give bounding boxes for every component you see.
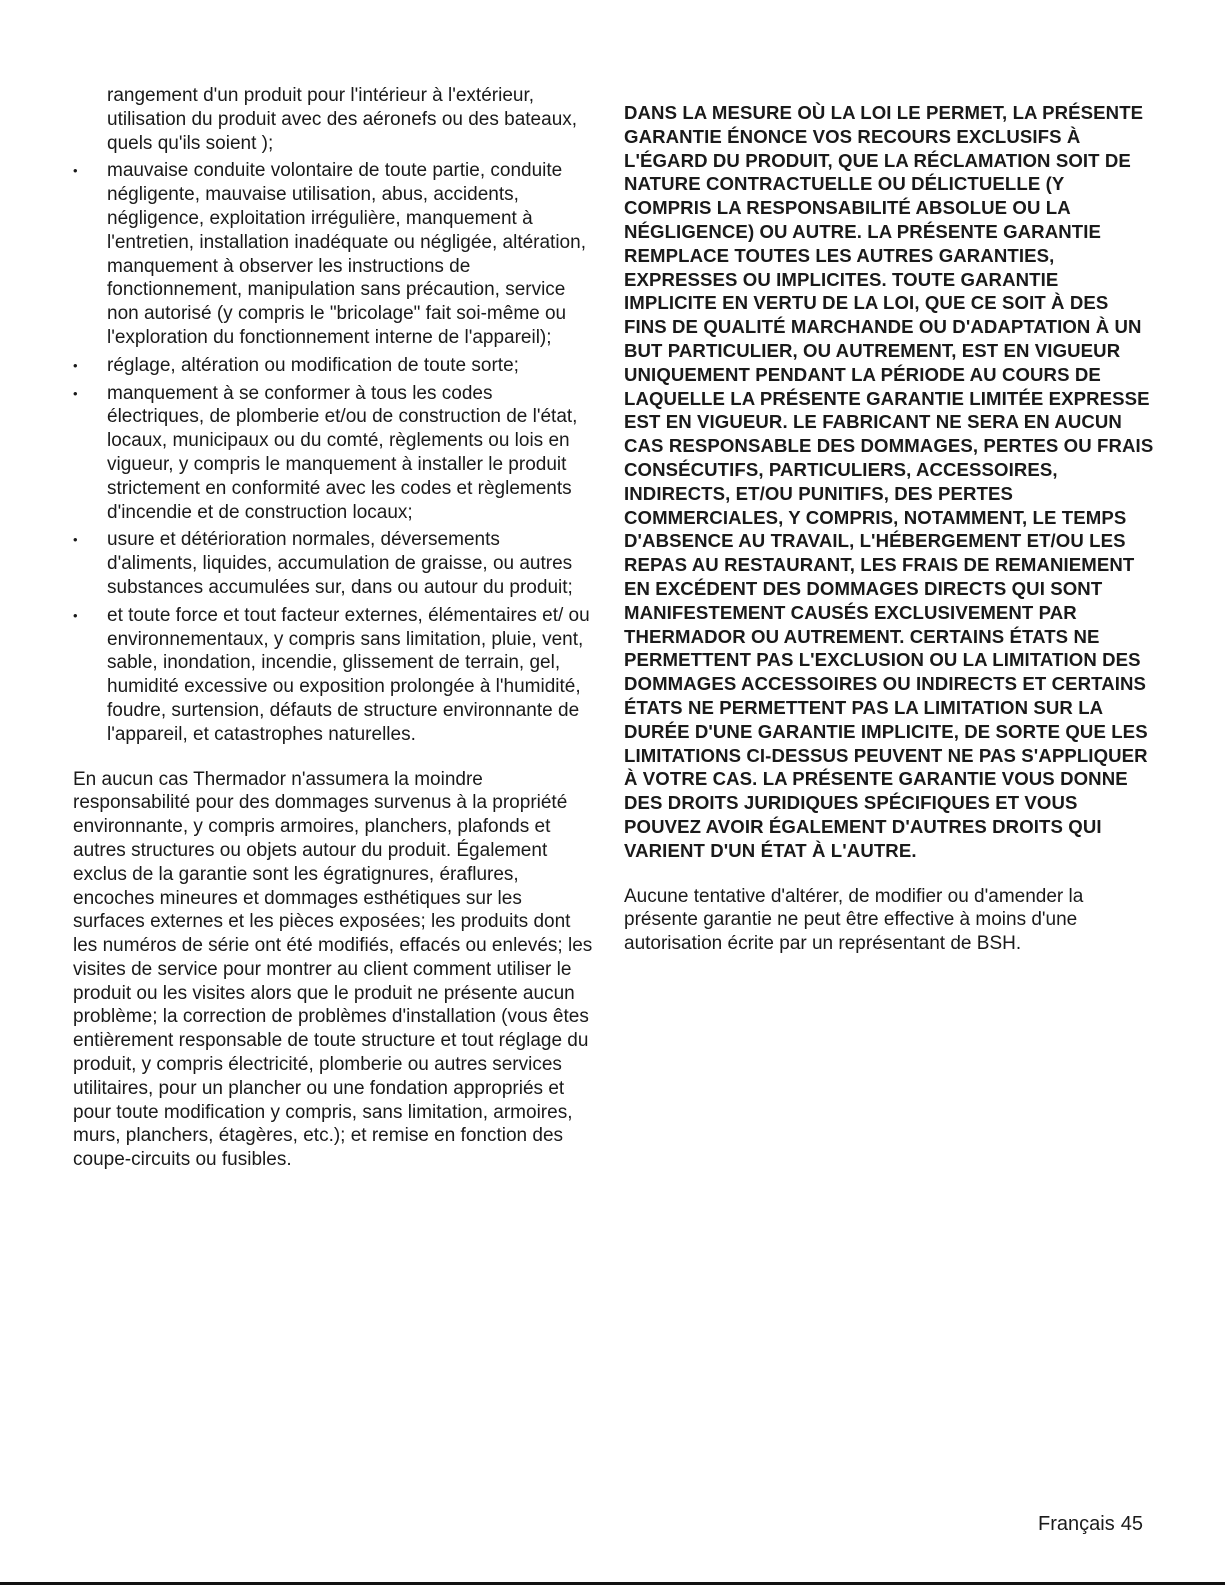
list-item-text: et toute force et tout facteur externes, élémentaires et/ ou environnementaux, y compris sans limitation, pluie, vent, sable, inondation, incendie, glissement de terrain, gel, humidité excessive ou exposition prolongée à l'humidité, foudre, surtension, défauts de structure environnante de l'appareil, et catastrophes naturelles. <box>107 604 590 745</box>
bullet-icon: • <box>73 357 78 373</box>
right-column <box>624 101 1154 956</box>
list-item <box>73 382 593 525</box>
continued-list-text: rangement d'un produit pour l'intérieur à l'extérieur, utilisation du produit avec des aéronefs ou des bateaux, quels qu'ils soient ); <box>107 85 578 154</box>
list-item-text: mauvaise conduite volontaire de toute partie, conduite négligente, mauvaise utilisation, abus, accidents, négligence, exploitation irrégulière, manquement à l'entretien, installation inadéquate ou négligée, altération, manquement à observer les instructions de fonctionnement, manipulation sans précaution, service non autorisé (y compris le "bricolage" fait soi-même ou l'exploration du fonctionnement interne de l'appareil); <box>107 160 586 348</box>
list-item <box>73 159 593 349</box>
exclusions-list <box>73 159 593 746</box>
liability-paragraph: En aucun cas Thermador n'assumera la moindre responsabilité pour des dommages survenus à la propriété environnante, y compris armoires, planchers, plafonds et autres structures ou objets autour du produit. Également exclus de la garantie sont les égratignures, éraflures, encoches mineures et dommages esthétiques sur les surfaces externes et les pièces exposées; les produits dont les numéros de série ont été modifiés, effacés ou enlevés; les visites de service pour montrer au client comment utiliser le produit ou les visites alors que le produit ne présente aucun problème; la correction de problèmes d'installation (vous êtes entièrement responsable de toute structure et tout réglage du produit, y compris électricité, plomberie ou autres services utilitaires, pour un plancher ou une fondation appropriés et pour toute modification y compris, sans limitation, armoires, murs, planchers, étagères, etc.); et remise en fonction des coupe-circuits ou fusibles. <box>73 768 593 1171</box>
bullet-icon: • <box>73 163 78 179</box>
bullet-icon: • <box>73 385 78 401</box>
bullet-icon: • <box>73 532 78 548</box>
legal-disclaimer-paragraph: DANS LA MESURE OÙ LA LOI LE PERMET, LA PRÉSENTE GARANTIE ÉNONCE VOS RECOURS EXCLUSIFS À L'ÉGARD DU PRODUIT, QUE LA RÉCLAMATION SOIT DE NATURE CONTRACTUELLE OU DÉLICTUELLE (Y COMPRIS LA RESPONSABILITÉ ABSOLUE OU LA NÉGLIGENCE) OU AUTRE. LA PRÉSENTE GARANTIE REMPLACE TOUTES LES AUTRES GARANTIES, EXPRESSES OU IMPLICITES. TOUTE GARANTIE IMPLICITE EN VERTU DE LA LOI, QUE CE SOIT À DES FINS DE QUALITÉ MARCHANDE OU D'ADAPTATION À UN BUT PARTICULIER, OU AUTREMENT, EST EN VIGUEUR UNIQUEMENT PENDANT LA PÉRIODE AU COURS DE LAQUELLE LA PRÉSENTE GARANTIE LIMITÉE EXPRESSE EST EN VIGUEUR. LE FABRICANT NE SERA EN AUCUN CAS RESPONSABLE DES DOMMAGES, PERTES OU FRAIS CONSÉCUTIFS, PARTICULIERS, ACCESSOIRES, INDIRECTS, ET/OU PUNITIFS, DES PERTES COMMERCIALES, Y COMPRIS, NOTAMMENT, LE TEMPS D'ABSENCE AU TRAVAIL, L'HÉBERGEMENT ET/OU LES REPAS AU RESTAURANT, LES FRAIS DE REMANIEMENT EN EXCÉDENT DES DOMMAGES DIRECTS QUI SONT MANIFESTEMENT CAUSÉS EXCLUSIVEMENT PAR THERMADOR OU AUTREMENT. CERTAINS ÉTATS NE PERMETTENT PAS L'EXCLUSION OU LA LIMITATION DES DOMMAGES ACCESSOIRES OU INDIRECTS ET CERTAINS ÉTATS NE PERMETTENT PAS LA LIMITATION SUR LA DURÉE D'UNE GARANTIE IMPLICITE, DE SORTE QUE LES LIMITATIONS CI-DESSUS PEUVENT NE PAS S'APPLIQUER À VOTRE CAS. LA PRÉSENTE GARANTIE VOUS DONNE DES DROITS JURIDIQUES SPÉCIFIQUES ET VOUS POUVEZ AVOIR ÉGALEMENT D'AUTRES DROITS QUI VARIENT D'UN ÉTAT À L'AUTRE. <box>624 102 1154 861</box>
list-item-text: usure et détérioration normales, déversements d'aliments, liquides, accumulation de graisse, ou autres substances accumulées sur, dans ou autour du produit; <box>107 529 573 598</box>
bullet-icon: • <box>73 607 78 623</box>
page-footer <box>1032 1512 1143 1536</box>
page-number: 45 <box>1120 1513 1143 1535</box>
amendment-paragraph: Aucune tentative d'altérer, de modifier ou d'amender la présente garantie ne peut être effective à moins d'une autorisation écrite par un représentant de BSH. <box>624 885 1084 955</box>
left-column <box>73 84 593 1172</box>
list-item <box>73 528 593 599</box>
list-item-text: réglage, altération ou modification de toute sorte; <box>107 354 519 376</box>
list-item <box>73 604 593 747</box>
list-item-text: manquement à se conformer à tous les codes électriques, de plomberie et/ou de construction de l'état, locaux, municipaux ou du comté, règlements ou lois en vigueur, y compris le manquement à installer le produit strictement en conformité avec les codes et règlements d'incendie et de construction locaux; <box>107 382 578 523</box>
footer-language: Français <box>1038 1513 1115 1535</box>
list-item <box>73 354 593 378</box>
